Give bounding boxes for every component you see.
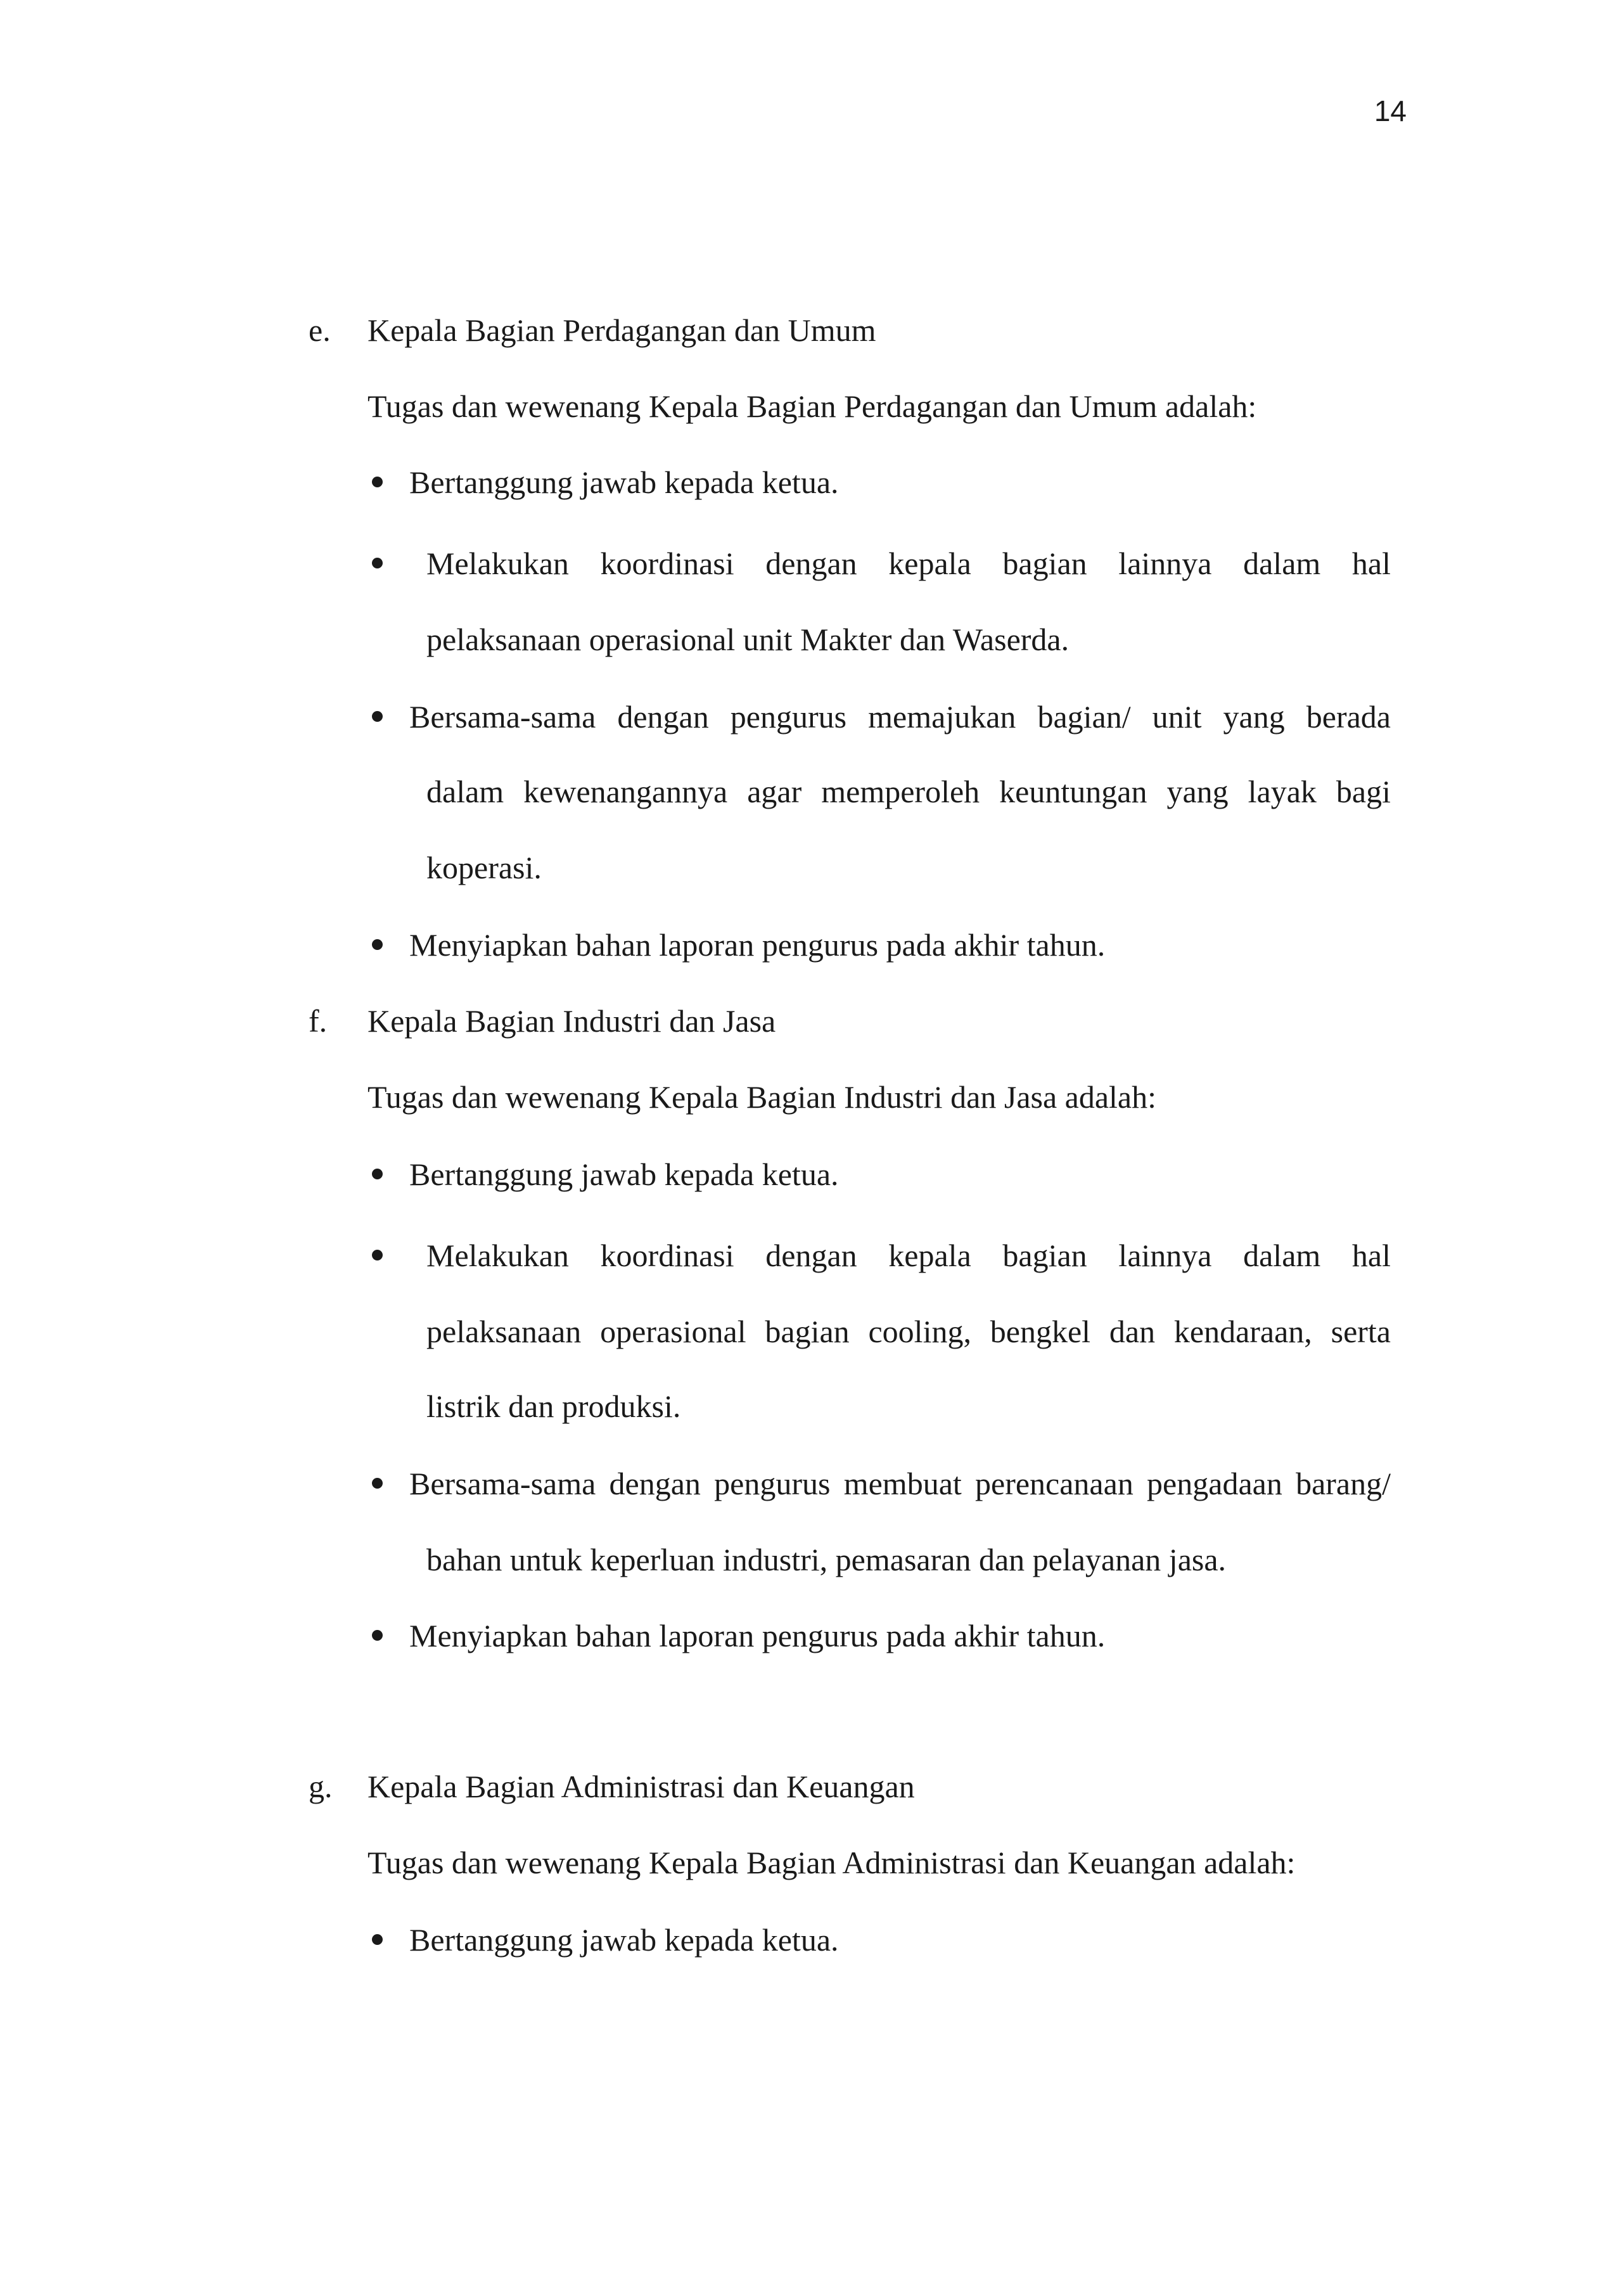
list-item-text: Bertanggung jawab kepada ketua. bbox=[409, 1922, 839, 1958]
list-item-text: koperasi. bbox=[426, 850, 542, 885]
list-item-text: pelaksanaan operasional unit Makter dan Waserda. bbox=[426, 622, 1070, 657]
bullet-icon bbox=[372, 939, 383, 950]
list-item-text: Bersama-sama dengan pengurus memajukan bagian/ unit yang berada bbox=[409, 699, 1391, 734]
bullet-icon bbox=[372, 1250, 383, 1260]
bullet-icon bbox=[372, 477, 383, 487]
page-number: 14 bbox=[1374, 94, 1407, 127]
bullet-icon bbox=[372, 1934, 383, 1945]
section-heading-e: Kepala Bagian Perdagangan dan Umum bbox=[367, 312, 876, 348]
section-marker-g: g. bbox=[309, 1769, 333, 1804]
list-item-text: Melakukan koordinasi dengan kepala bagian lainnya dalam hal bbox=[426, 546, 1391, 581]
section-heading-f: Kepala Bagian Industri dan Jasa bbox=[367, 1003, 776, 1039]
list-item-text: bahan untuk keperluan industri, pemasaran dan pelayanan jasa. bbox=[426, 1542, 1227, 1577]
section-intro-g: Tugas dan wewenang Kepala Bagian Administrasi dan Keuangan adalah: bbox=[367, 1845, 1296, 1880]
list-item-text: Bertanggung jawab kepada ketua. bbox=[409, 465, 839, 500]
section-marker-f: f. bbox=[309, 1003, 328, 1039]
list-item-text: Menyiapkan bahan laporan pengurus pada akhir tahun. bbox=[409, 927, 1106, 963]
section-intro-e: Tugas dan wewenang Kepala Bagian Perdagangan dan Umum adalah: bbox=[367, 388, 1257, 424]
bullet-icon bbox=[372, 1630, 383, 1641]
list-item-text: Melakukan koordinasi dengan kepala bagian lainnya dalam hal bbox=[426, 1238, 1391, 1273]
list-item-text: pelaksanaan operasional bagian cooling, bengkel dan kendaraan, serta bbox=[426, 1314, 1391, 1349]
list-item-text: dalam kewenangannya agar memperoleh keuntungan yang layak bagi bbox=[426, 774, 1391, 809]
list-item-text: Menyiapkan bahan laporan pengurus pada akhir tahun. bbox=[409, 1618, 1106, 1653]
section-intro-f: Tugas dan wewenang Kepala Bagian Industri dan Jasa adalah: bbox=[367, 1079, 1157, 1115]
list-item-text: Bersama-sama dengan pengurus membuat perencanaan pengadaan barang/ bbox=[409, 1466, 1391, 1501]
section-heading-g: Kepala Bagian Administrasi dan Keuangan bbox=[367, 1769, 915, 1804]
bullet-icon bbox=[372, 558, 383, 568]
list-item-text: Bertanggung jawab kepada ketua. bbox=[409, 1157, 839, 1192]
bullet-icon bbox=[372, 1478, 383, 1489]
section-marker-e: e. bbox=[309, 312, 331, 348]
bullet-icon bbox=[372, 711, 383, 722]
bullet-icon bbox=[372, 1169, 383, 1179]
list-item-text: listrik dan produksi. bbox=[426, 1389, 681, 1424]
